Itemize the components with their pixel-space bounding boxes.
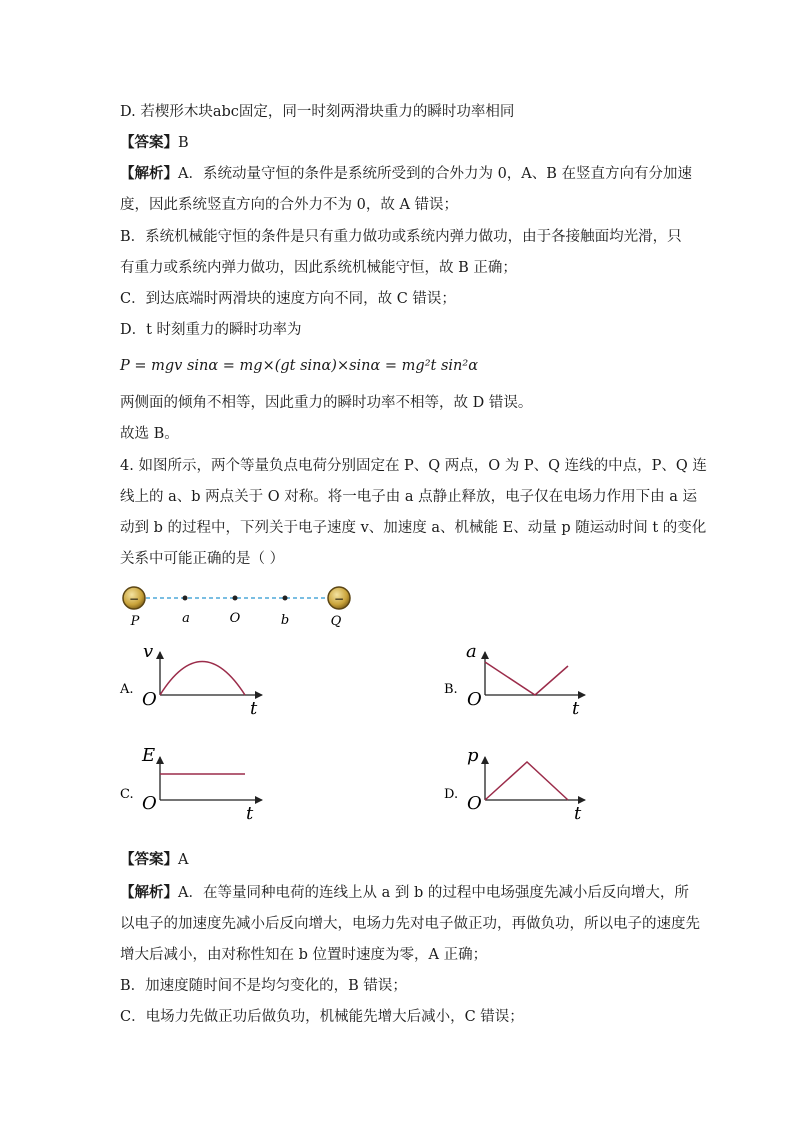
point-o [233,596,238,601]
point-a [183,596,188,601]
graph-d-ylabel: p [467,745,479,766]
graph-a [119,641,262,719]
point-b [283,596,288,601]
label-b: b [280,613,290,628]
answer-label: 【答案】 [120,134,178,151]
graph-b-ylabel: a [466,641,477,662]
answer-label: 【答案】 [120,851,178,868]
graph-a-xlabel: t [250,698,258,719]
analysis-label: 【解析】 [120,884,178,901]
q4-analysis-line-0 [120,883,689,903]
label-a: a [182,611,190,626]
graph-b-option-label: B. [444,682,458,697]
analysis-text: A．系统动量守恒的条件是系统所受到的合外力为 0，A、B 在竖直方向有分加速 [178,166,693,182]
graph-c-origin: O [142,793,157,814]
graph-d-origin: O [467,793,482,814]
graph-c-option-label: C. [120,787,134,802]
q4-analysis-line-3: B．加速度随时间不是均匀变化的，B 错误； [120,978,407,994]
q3-analysis-line-1: 度，因此系统竖直方向的合外力不为 0，故 A 错误； [120,197,459,213]
graph-c [120,745,262,824]
q4-stem-line-1: 线上的 a、b 两点关于 O 对称。将一电子由 a 点静止释放，电子仅在电场力作用下由 a 运 [120,489,697,505]
q3-after-line-1: 故选 B。 [120,426,179,442]
label-o: O [229,611,241,626]
answer-value: B [178,135,189,151]
graph-d [444,745,585,824]
q3-analysis-line-3: 有重力或系统内弹力做功，因此系统机械能守恒，故 B 正确； [120,260,517,276]
q3-power-formula: P = mgv sinα = mg×(gt sinα)×sinα = mg²t sin²α [120,358,478,374]
analysis-text: A．在等量同种电荷的连线上从 a 到 b 的过程中电场强度先减小后反向增大，所 [178,885,689,901]
label-p: P [130,614,140,629]
analysis-label: 【解析】 [120,165,178,182]
graph-b [444,641,585,719]
graph-b-origin: O [467,689,482,710]
q3-analysis-line-2: B．系统机械能守恒的条件是只有重力做功或系统内弹力做功，由于各接触面均光滑，只 [120,229,682,245]
graph-a-option-label: A. [120,682,134,697]
graph-c-xlabel: t [246,803,254,824]
q3-option-d: D. 若楔形木块abc固定，同一时刻两滑块重力的瞬时功率相同 [120,104,515,120]
graph-d-option-label: D. [444,787,459,802]
graph-c-ylabel: E [142,745,156,766]
charge-diagram [123,587,350,629]
charge-q-sign: − [333,592,345,606]
q4-stem-line-3: 关系中可能正确的是（ ） [120,551,285,567]
graph-a-origin: O [142,689,157,710]
q3-analysis-line-4: C．到达底端时两滑块的速度方向不同，故 C 错误； [120,291,456,307]
label-q: Q [330,614,342,629]
q3-after-line-0: 两侧面的倾角不相等，因此重力的瞬时功率不相等，故 D 错误。 [120,395,533,411]
graph-a-ylabel: v [143,641,154,662]
q4-analysis-line-1: 以电子的加速度先减小后反向增大，电场力先对电子做正功，再做负功，所以电子的速度先 [120,916,700,932]
graph-b-xlabel: t [572,698,580,719]
graph-d-xlabel: t [574,803,582,824]
charge-p-sign: − [128,592,140,606]
q4-stem-line-0: 4. 如图所示，两个等量负点电荷分别固定在 P、Q 两点，O 为 P、Q 连线的中点，P、Q 连 [120,458,707,474]
q4-analysis-line-2: 增大后减小，由对称性知在 b 位置时速度为零，A 正确； [120,947,488,963]
answer-value: A [178,852,189,868]
q4-stem-line-2: 动到 b 的过程中，下列关于电子速度 v、加速度 a、机械能 E、动量 p 随运动时间 t 的变化 [120,520,707,536]
graph-a-curve [160,662,245,696]
graph-d-curve [485,762,568,800]
q3-analysis-line-5: D．t 时刻重力的瞬时功率为 [120,322,302,338]
graph-b-curve [485,662,568,695]
q4-analysis-line-4: C．电场力先做正功后做负功，机械能先增大后减小，C 错误； [120,1009,524,1025]
q4-answer [120,850,680,870]
